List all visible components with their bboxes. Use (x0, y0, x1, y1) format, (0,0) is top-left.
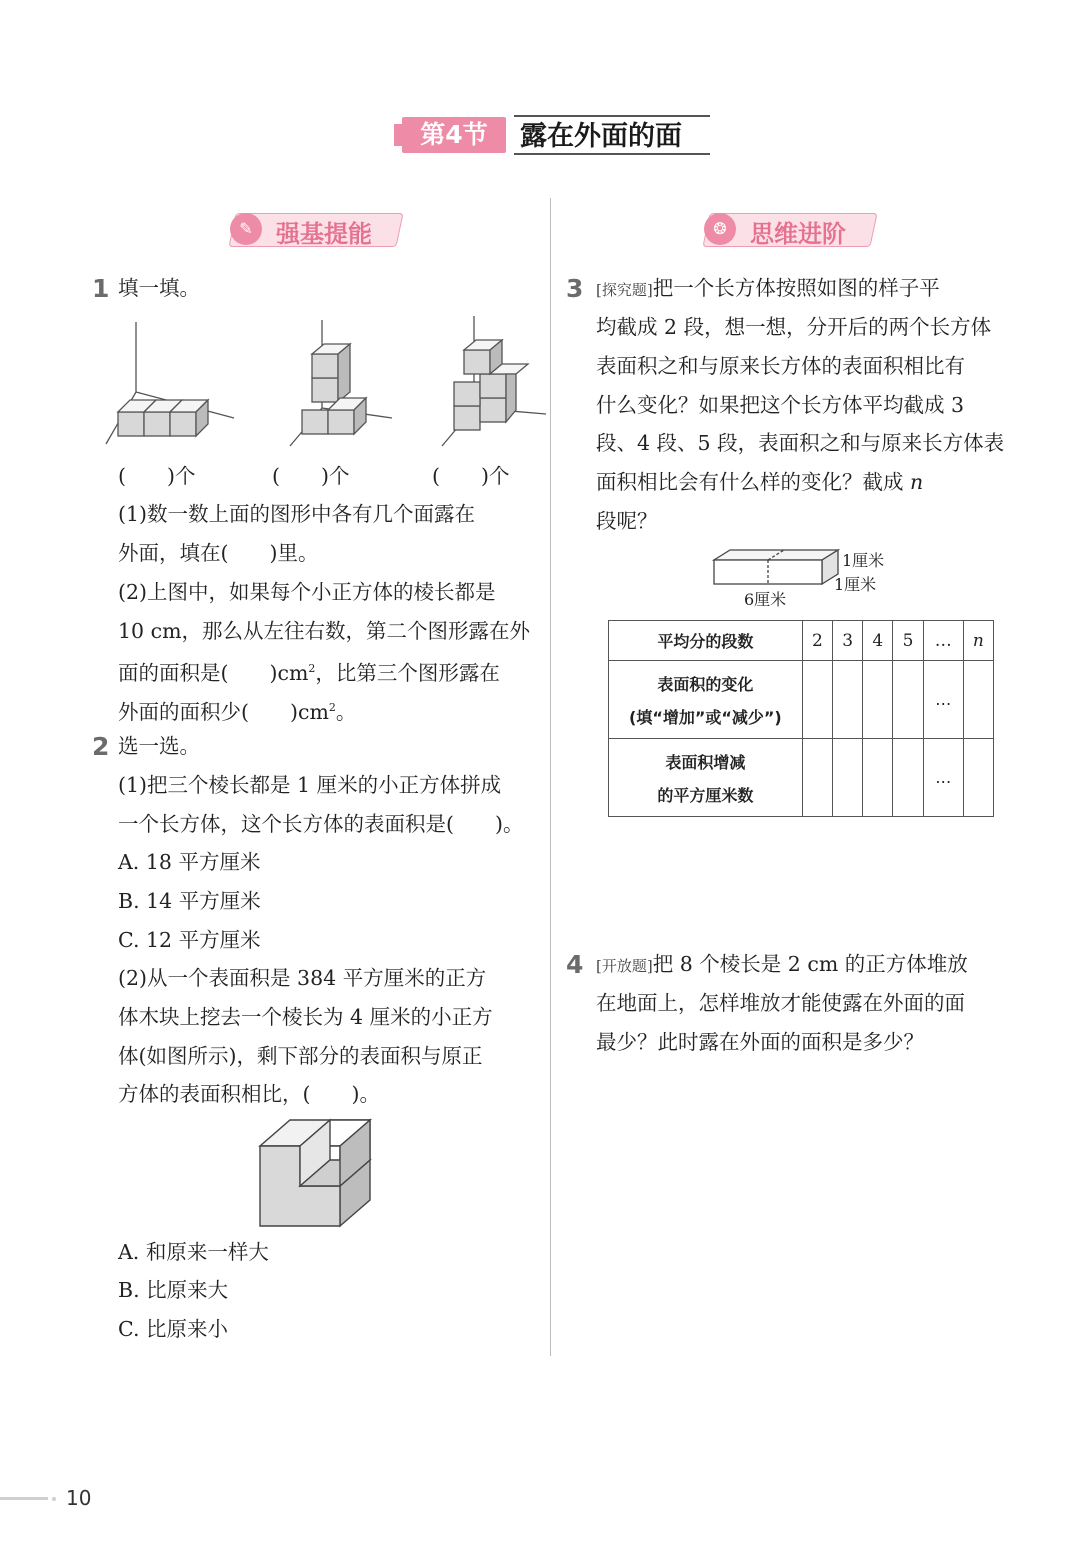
q2-sub2-line2: 体木块上挖去一个棱长为 4 厘米的小正方 (118, 1005, 493, 1029)
column-divider (550, 198, 551, 1356)
question-number: 3 (566, 274, 584, 303)
question-title: 选一选。 (118, 734, 200, 758)
label-length: 6厘米 (744, 590, 787, 609)
q1-sub2-line1: (2)上图中，如果每个小正方体的棱长都是 (118, 580, 496, 604)
q2-sub1-line1: (1)把三个棱长都是 1 厘米的小正方体拼成 (118, 773, 502, 797)
q1-sub1-line1: (1)数一数上面的图形中各有几个面露在 (118, 502, 476, 526)
q3-line3: 表面积之和与原来长方体的表面积相比有 (596, 354, 965, 378)
q3-line1: [探究题]把一个长方体按照如图的样子平 (596, 276, 940, 300)
row-header: 表面积增减 的平方厘米数 (609, 739, 803, 817)
pencil-icon: ✎ (230, 213, 262, 245)
table-row (609, 621, 994, 661)
segment-4: 4 (863, 621, 893, 661)
page-bar-decoration (0, 1497, 48, 1500)
question-tag: [开放题] (596, 957, 653, 975)
q1-sub2-line4: 外面的面积少( )$cm^2$。 (118, 699, 357, 724)
q4-line1: [开放题]把 8 个棱长是 2 cm 的正方体堆放 (596, 952, 968, 976)
cuboid-figure (708, 546, 848, 592)
answer-cell[interactable] (802, 661, 832, 739)
right-banner-label: 思维进阶 (750, 220, 846, 248)
figure-1 (106, 322, 234, 444)
page-number: 10 (66, 1486, 92, 1510)
label-width: 1厘米 (834, 575, 877, 594)
row-header: 表面积的变化 (填“增加”或“减少”) (609, 661, 803, 739)
answer-cell[interactable] (893, 739, 923, 817)
table-row (609, 739, 994, 817)
option-c[interactable]: C. 12 平方厘米 (118, 928, 261, 952)
blank-3[interactable]: ( )个 (432, 464, 510, 488)
figure-2 (290, 320, 392, 446)
answer-cell[interactable] (833, 661, 863, 739)
medal-icon: ❂ (704, 213, 736, 245)
cube-figures (100, 312, 550, 454)
option-a[interactable]: A. 和原来一样大 (118, 1240, 269, 1264)
label-height: 1厘米 (842, 551, 885, 570)
ellipsis-cell: … (923, 661, 963, 739)
q1-sub1-line2: 外面，填在( )里。 (118, 541, 319, 565)
question-number: 4 (566, 950, 584, 979)
answer-cell[interactable] (963, 661, 993, 739)
q3-line4: 什么变化？如果把这个长方体平均截成 3 (596, 393, 965, 417)
segments-table (608, 620, 994, 817)
question-number: 1 (92, 274, 110, 303)
q3-line7: 段呢？ (596, 509, 658, 533)
q3-line2: 均截成 2 段，想一想，分开后的两个长方体 (596, 315, 992, 339)
row-header: 平均分的段数 (609, 621, 803, 661)
q1-sub2-line2: 10 cm，那么从左往右数，第二个图形露在外 (118, 619, 531, 643)
answer-cell[interactable] (863, 661, 893, 739)
segment-3: 3 (833, 621, 863, 661)
q4-line2: 在地面上，怎样堆放才能使露在外面的面 (596, 991, 965, 1015)
question-tag: [探究题] (596, 281, 653, 299)
segment-n: n (963, 621, 993, 661)
q3-line5: 段、4 段、5 段，表面积之和与原来长方体表 (596, 431, 1005, 455)
blank-2[interactable]: ( )个 (272, 464, 350, 488)
question-number: 2 (92, 732, 110, 761)
figure-3 (442, 316, 546, 446)
left-banner-label: 强基提能 (276, 220, 372, 248)
carved-cube-figure (256, 1116, 376, 1230)
q2-sub2-line1: (2)从一个表面积是 384 平方厘米的正方 (118, 966, 487, 990)
blank-1[interactable]: ( )个 (118, 464, 196, 488)
option-c[interactable]: C. 比原来小 (118, 1317, 228, 1341)
segment-5: 5 (893, 621, 923, 661)
segment-2: 2 (802, 621, 832, 661)
q2-sub1-line2: 一个长方体，这个长方体的表面积是( )。 (118, 812, 524, 836)
q2-sub2-line3: 体(如图所示)，剩下部分的表面积与原正 (118, 1044, 483, 1068)
answer-cell[interactable] (863, 739, 893, 817)
option-a[interactable]: A. 18 平方厘米 (118, 850, 261, 874)
answer-cell[interactable] (802, 739, 832, 817)
answer-cell[interactable] (833, 739, 863, 817)
q1-sub2-line3: 面的面积是( )$cm^2$，比第三个图形露在 (118, 660, 500, 685)
q2-sub2-line4: 方体的表面积相比，( )。 (118, 1082, 380, 1106)
answer-cell[interactable] (893, 661, 923, 739)
question-title: 填一填。 (118, 276, 200, 300)
ellipsis-cell: … (923, 739, 963, 817)
page-dot-decoration (52, 1497, 56, 1501)
option-b[interactable]: B. 14 平方厘米 (118, 889, 261, 913)
table-row (609, 661, 994, 739)
section-title: 露在外面的面 (514, 115, 710, 155)
option-b[interactable]: B. 比原来大 (118, 1278, 229, 1302)
answer-cell[interactable] (963, 739, 993, 817)
segment-ellipsis: … (923, 621, 963, 661)
section-tag: 第4节 (402, 117, 506, 153)
q3-line6: 面积相比会有什么样的变化？截成 n (596, 470, 924, 494)
q4-line3: 最少？此时露在外面的面积是多少？ (596, 1030, 924, 1054)
